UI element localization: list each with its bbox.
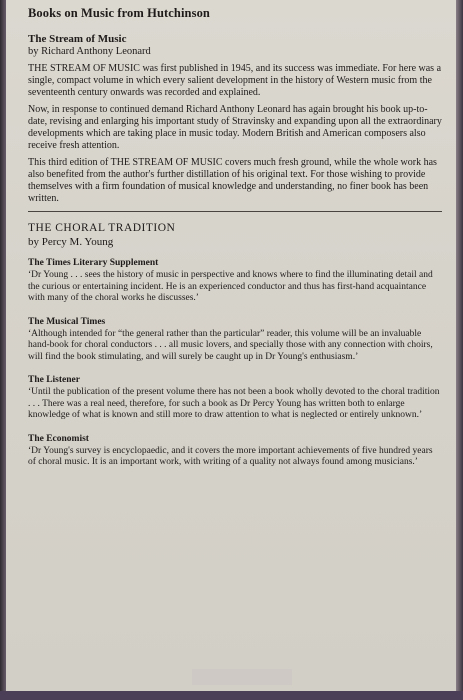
review-item xyxy=(28,317,442,364)
book-cloth-bottom-edge xyxy=(0,691,463,700)
section-divider xyxy=(28,211,442,212)
book-choral-tradition xyxy=(28,222,442,469)
review-quote: ‘Dr Young's survey is encyclopaedic, and it covers the more important achievements of five hundred years of choral music. It is an important work, with writing of a quality not always found among musicians.’ xyxy=(28,445,433,467)
book-title-stream-of-music: The Stream of Music xyxy=(28,33,127,45)
review-quote: ‘Dr Young . . . sees the history of music in perspective and knows where to find the illuminating detail and the curious or entertaining incident. He is an experienced conductor and thus has first-hand acquaintance with many of the choral works he discusses.’ xyxy=(28,270,433,303)
book-description-paragraph: THE STREAM OF MUSIC was first published in 1945, and its success was immediate. For here was a single, compact volume in which every salient development in the history of Western music from the seventeenth century onwards was recorded and explained. xyxy=(28,63,442,98)
book-title-choral-tradition: THE CHORAL TRADITION xyxy=(28,222,176,234)
review-source: The Musical Times xyxy=(28,316,106,327)
publisher-header: Books on Music from Hutchinson xyxy=(28,6,210,20)
review-source: The Listener xyxy=(28,375,80,385)
price-label-residue xyxy=(192,669,292,685)
book-byline-young: by Percy M. Young xyxy=(28,236,114,248)
review-source: The Economist xyxy=(28,433,89,444)
review-item xyxy=(28,434,442,469)
book-description-paragraph: Now, in response to continued demand Richard Anthony Leonard has again brought his book up-to-date, revising and enlarging his important study of Stravinsky and expanding upon all the extraordinary developments which are taking place in music today. Modern British and American composers also receive fresh attention. xyxy=(28,104,442,151)
review-source: The Times Literary Supplement xyxy=(28,258,159,268)
jacket-right-edge xyxy=(456,0,463,700)
review-item xyxy=(28,258,442,305)
review-quote: ‘Until the publication of the present volume there has not been a book wholly devoted to the choral tradition . . . There was a real need, therefore, for such a book as Dr Percy Young has written both to enlarge knowledge of what is known and still more to draw attention to what is neglected or entirely unknown.’ xyxy=(28,387,440,420)
jacket-text-block xyxy=(28,6,442,481)
book-byline-leonard: by Richard Anthony Leonard xyxy=(28,46,151,57)
book-description-paragraph: This third edition of THE STREAM OF MUSIC covers much fresh ground, while the whole work has also benefited from the author's further distillation of his original text. For those wishing to provide themselves with a firm foundation of musical knowledge and understanding, no finer book has been written. xyxy=(28,157,437,204)
book-jacket-back xyxy=(6,0,456,691)
review-quote: ‘Although intended for “the general rather than the particular” reader, this volume will be an invaluable hand-book for choral conductors . . . all music lovers, and specially those with any connection with choirs, will find the book stimulating, and will surely be caught up in Dr Young's enthusiasm.’ xyxy=(28,328,433,362)
review-item xyxy=(28,375,442,422)
book-stream-of-music xyxy=(28,33,442,205)
